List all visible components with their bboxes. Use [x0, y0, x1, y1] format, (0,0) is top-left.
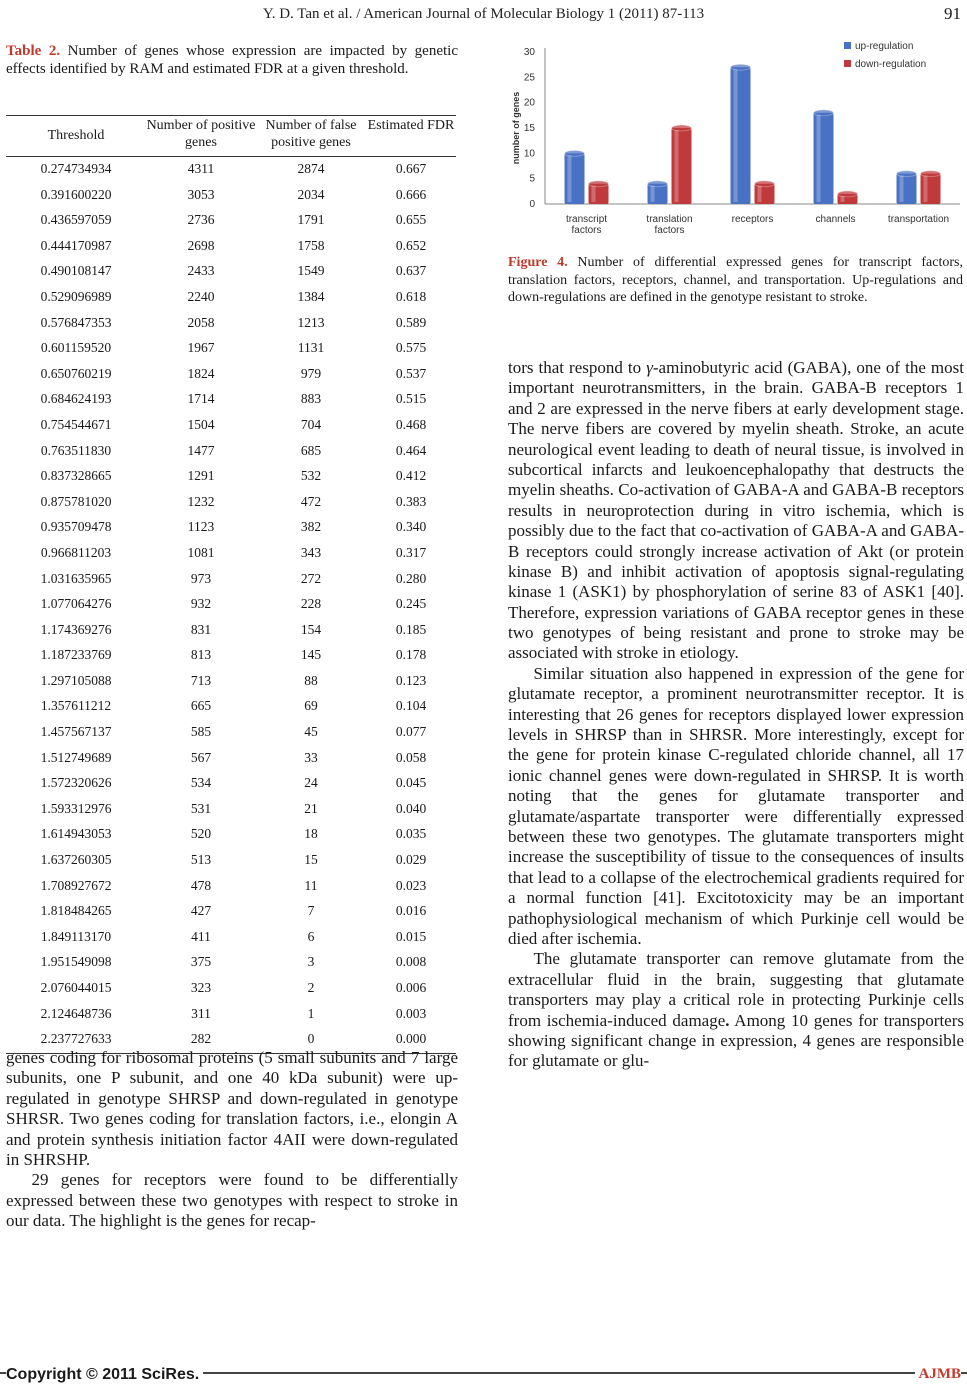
cell-fdr: 0.589: [395, 314, 427, 330]
cell-fdr: 0.040: [395, 800, 427, 816]
cell-false-positive: 69: [304, 698, 318, 714]
cell-false-positive: 2874: [297, 161, 325, 176]
cell-false-positive: 2: [307, 980, 315, 995]
cell-threshold: 0.763511830: [40, 442, 112, 458]
cell-fdr: 0.016: [395, 903, 427, 919]
cell-false-positive: 343: [300, 544, 322, 560]
cell-false-positive: 704: [300, 416, 322, 432]
cell-false-positive: 272: [300, 570, 322, 586]
paragraph-rest: -aminobutyric acid (GABA), one of the most important neurotransmitters, in the brain. GABA-B receptors 1 and 2 are expressed in the nerve fibers at early development stage. The nerve fibers are covered by myelin sheath. Stroke, an acute neurological event leading to death of neural tissue, is involved in subcortical infarcts and leukoencephalopathy that destructs the myelin sheaths. Co-activation of GABA-A and GABA-B receptors results in neuroprotection during in vitro ischemia, which is possibly due to the fact that co-activation of GABA-A and GABA-B receptors could strongly increase activation of Akt (or protein kinase B) and inhibit activation of apoptosis signal-regulating kinase 1 (ASK1) by phosphorylation of serine 83 of ASK1 [40]. Therefore, expression variations of GABA receptor genes in these two genotypes of being resistant and prone to stroke may be associated with stroke in etiology.: [508, 358, 964, 663]
col-header-false-positive: Number of false positive genes: [265, 118, 357, 150]
legend-swatch-up-regulation: [844, 42, 851, 49]
figure-caption-text: Number of differential expressed genes for transcript factors, translation factors, receptors, channel, and transportation. Up-regulations and down-regulations are defined in the genotype resistant to stroke.: [508, 255, 963, 305]
cell-positive: 1232: [187, 493, 215, 509]
cell-fdr: 0.058: [395, 749, 427, 765]
cell-threshold: 2.124648736: [40, 1005, 112, 1021]
table-row: [6, 285, 456, 311]
cell-false-positive: 979: [300, 365, 322, 381]
cell-positive: 567: [190, 749, 212, 765]
cell-fdr: 0.652: [395, 237, 427, 253]
cell-false-positive: 1384: [297, 288, 325, 304]
table-row: [6, 720, 456, 746]
cell-fdr: 0.008: [395, 954, 427, 970]
table-row: [6, 439, 456, 465]
cell-fdr: 0.029: [395, 852, 427, 868]
table-row: [6, 234, 456, 260]
paragraph: [508, 949, 964, 1071]
cell-threshold: 1.572320626: [40, 775, 112, 791]
legend-label: up-regulation: [855, 41, 914, 52]
cell-positive: 2736: [187, 212, 215, 228]
cell-positive: 323: [190, 980, 212, 995]
cell-fdr: 0.045: [395, 775, 427, 791]
cell-false-positive: 1131: [297, 340, 325, 356]
cell-positive: 831: [190, 621, 212, 637]
cell-fdr: 0.618: [395, 288, 427, 304]
table-row: [6, 362, 456, 388]
table-label: Table 2.: [6, 43, 61, 59]
cell-threshold: 0.601159520: [40, 340, 112, 356]
cell-fdr: 0.035: [395, 826, 427, 842]
cell-fdr: 0.245: [395, 596, 427, 612]
cell-positive: 1824: [187, 365, 215, 381]
page-number: 91: [944, 4, 961, 23]
cell-false-positive: 1: [307, 1005, 315, 1021]
cell-false-positive: 145: [300, 647, 322, 663]
running-header: [0, 6, 967, 23]
bar-highlight: [651, 186, 655, 202]
table-row: [6, 336, 456, 362]
table-row: [6, 592, 456, 618]
table-row: [6, 950, 456, 976]
table-caption-text: Number of genes whose expression are impacted by genetic effects identified by RAM and estimated FDR at a given threshold.: [6, 43, 458, 77]
cell-threshold: 1.512749689: [40, 749, 112, 765]
cell-positive: 534: [190, 775, 212, 791]
bar-highlight: [817, 115, 821, 202]
bold-period: .: [725, 1010, 730, 1030]
running-header-text: Y. D. Tan et al. / American Journal of Molecular Biology 1 (2011) 87-113: [262, 6, 705, 22]
bar-highlight: [592, 186, 596, 202]
cell-fdr: 0.340: [395, 519, 427, 535]
table-row: [6, 157, 456, 183]
cell-fdr: 0.655: [395, 212, 427, 228]
table-row: [6, 874, 456, 900]
col-header-threshold: Threshold: [47, 128, 105, 143]
cell-threshold: 0.576847353: [40, 314, 112, 330]
cell-threshold: 1.818484265: [40, 903, 112, 919]
table-row: [6, 925, 456, 951]
table-row: [6, 797, 456, 823]
cell-fdr: 0.280: [395, 570, 427, 586]
cell-positive: 932: [190, 596, 212, 612]
gamma-symbol: γ: [646, 358, 653, 377]
cell-fdr: 0.123: [395, 672, 427, 688]
cell-positive: 973: [190, 570, 212, 586]
cell-threshold: 0.875781020: [40, 493, 112, 509]
cell-positive: 411: [191, 928, 211, 944]
cell-false-positive: 24: [304, 775, 318, 791]
cell-fdr: 0.412: [395, 468, 427, 484]
cell-fdr: 0.637: [395, 263, 427, 279]
legend-label: down-regulation: [855, 59, 927, 70]
cell-threshold: 1.174369276: [40, 621, 112, 637]
cell-positive: 2240: [187, 288, 215, 304]
cell-positive: 2698: [187, 237, 215, 253]
cell-false-positive: 2034: [297, 186, 325, 202]
cell-positive: 2058: [187, 314, 215, 330]
cell-threshold: 1.031635965: [40, 570, 112, 586]
cell-fdr: 0.015: [395, 928, 427, 944]
cell-positive: 665: [190, 698, 212, 714]
cell-fdr: 0.003: [395, 1005, 427, 1021]
cell-threshold: 2.237727633: [40, 1031, 112, 1047]
bar-highlight: [568, 155, 572, 202]
cell-threshold: 0.391600220: [40, 186, 112, 202]
table-row: [6, 464, 456, 490]
table-caption: [6, 42, 458, 78]
y-tick-label: 20: [523, 97, 535, 109]
x-tick-label: channels: [815, 214, 856, 225]
cell-threshold: 0.966811203: [40, 544, 112, 560]
table-row: [6, 490, 456, 516]
paragraph-rest: Among 10 genes for transporters showing significant change in expression, 4 genes are responsible for glutamate or glu-: [508, 1010, 964, 1071]
table-row: [6, 259, 456, 285]
cell-threshold: 0.274734934: [40, 161, 112, 176]
bar-highlight: [734, 69, 738, 202]
cell-false-positive: 15: [304, 852, 318, 868]
cell-positive: 1714: [187, 391, 215, 407]
table-body: [6, 157, 456, 1053]
cell-false-positive: 154: [300, 621, 322, 637]
cell-false-positive: 1791: [297, 212, 325, 228]
cell-false-positive: 6: [307, 928, 315, 944]
cell-positive: 1504: [187, 416, 215, 432]
cell-false-positive: 7: [307, 903, 315, 919]
y-tick-label: 25: [523, 72, 535, 84]
data-table: [6, 115, 456, 1054]
cell-positive: 713: [190, 672, 212, 688]
x-tick-label: receptors: [731, 214, 774, 225]
cell-false-positive: 11: [304, 877, 318, 893]
cell-threshold: 0.529096989: [40, 288, 112, 304]
y-axis-label: number of genes: [511, 91, 521, 165]
left-column-text: [6, 1048, 458, 1232]
legend-swatch-down-regulation: [844, 60, 851, 67]
paragraph: 29 genes for receptors were found to be differentially expressed between these two genotypes with respect to stroke in our data. The highlight is the genes for recap-: [6, 1170, 458, 1231]
cell-threshold: 1.849113170: [40, 928, 112, 944]
cell-threshold: 1.187233769: [40, 647, 112, 663]
cell-positive: 1123: [187, 519, 215, 535]
col-header-fdr: Estimated FDR: [367, 118, 455, 133]
cell-fdr: 0.383: [395, 493, 427, 509]
table-row: [6, 567, 456, 593]
y-tick-label: 0: [529, 199, 535, 210]
bar-highlight: [900, 176, 904, 202]
table-row: [6, 643, 456, 669]
cell-threshold: 0.684624193: [40, 391, 112, 407]
table-row: [6, 618, 456, 644]
cell-threshold: 1.708927672: [40, 877, 112, 893]
cell-positive: 513: [190, 852, 212, 868]
table-row: [6, 694, 456, 720]
cell-fdr: 0.317: [395, 544, 427, 560]
table-row: [6, 183, 456, 209]
cell-positive: 1477: [187, 442, 215, 458]
table-row: [6, 208, 456, 234]
table-row: [6, 669, 456, 695]
cell-fdr: 0.178: [395, 647, 427, 663]
table-row: [6, 413, 456, 439]
cell-threshold: 0.444170987: [40, 237, 112, 253]
paragraph: Similar situation also happened in expression of the gene for glutamate receptor, a prominent neurotransmitter receptor. It is interesting that 26 genes for receptors displayed lower expression levels in SHRSP than in SHRSR. More interestingly, except for the gene for protein kinase C-regulated chloride channel, all 17 ionic channel genes were down-regulated in SHRSP. It is worth noting that the genes for glutamate transporter and glutamate/aspartate transporter were differentially expressed between these two genotypes. The glutamate transporters might increase the susceptibility of tissue to the consequences of insults that lead to a collapse of the electrochemical gradients required for a normal function [41]. Excitotoxicity may be an important pathophysiological mechanism of which Purkinje cell would be died after ischemia.: [508, 663, 964, 948]
cell-fdr: 0.104: [395, 698, 427, 714]
cell-fdr: 0.023: [395, 877, 427, 893]
cell-false-positive: 228: [300, 596, 322, 612]
cell-positive: 427: [190, 903, 212, 919]
table-header: [6, 116, 456, 156]
cell-threshold: 0.935709478: [40, 519, 112, 535]
col-header-positive: Number of positive genes: [146, 118, 256, 150]
cell-false-positive: 21: [304, 800, 318, 816]
x-tick-label: transcript: [565, 214, 608, 225]
cell-threshold: 1.951549098: [40, 954, 112, 970]
y-tick-label: 15: [523, 123, 535, 134]
cell-threshold: 1.614943053: [40, 826, 112, 842]
cell-positive: 478: [190, 877, 212, 893]
table-row: [6, 515, 456, 541]
cell-threshold: 0.650760219: [40, 365, 112, 381]
paragraph-start: tors that respond to: [508, 358, 647, 377]
cell-false-positive: 45: [304, 724, 318, 740]
cell-fdr: 0.666: [395, 186, 427, 202]
cell-threshold: 1.297105088: [40, 672, 112, 688]
cell-threshold: 1.593312976: [40, 800, 112, 816]
table-row: [6, 1002, 456, 1028]
cell-threshold: 0.436597059: [40, 212, 112, 228]
cell-false-positive: 88: [304, 672, 318, 688]
cell-fdr: 0.077: [395, 724, 427, 740]
table-row: [6, 746, 456, 772]
cell-false-positive: 532: [300, 468, 322, 484]
cell-fdr: 0.000: [395, 1031, 427, 1047]
cell-fdr: 0.185: [395, 621, 427, 637]
right-column-text: [508, 358, 964, 1072]
cell-positive: 1081: [187, 544, 215, 560]
bar-highlight: [675, 130, 679, 202]
cell-fdr: 0.006: [395, 980, 427, 995]
cell-threshold: 0.490108147: [40, 263, 112, 279]
table-row: [6, 899, 456, 925]
paragraph-start: The glutamate transporter can remove glutamate from the extracellular fluid in the brain, suggesting that glutamate transporters may play a critical role in protecting Purkinje cells from ischemia-induced damage: [508, 949, 964, 1030]
cell-positive: 375: [190, 954, 212, 970]
table-row: [6, 822, 456, 848]
table-row: [6, 771, 456, 797]
x-tick-label: transportation: [887, 214, 950, 225]
cell-false-positive: 472: [300, 493, 322, 509]
paragraph: [508, 358, 964, 664]
y-tick-label: 10: [523, 148, 535, 160]
cell-false-positive: 3: [307, 954, 315, 970]
paragraph: genes coding for ribosomal proteins (5 small subunits and 7 large subunits, one P subunit, and one 40 kDa subunit) were up-regulated in genotype SHRSP and down-regulated in genotype SHRSR. Two genes coding for translation factors, i.e., elongin A and protein synthesis initiation factor 4AII were down-regulated in SHRSHP.: [6, 1048, 458, 1169]
bar-highlight: [841, 196, 845, 202]
bar-highlight: [924, 176, 928, 202]
cell-false-positive: 1758: [297, 237, 325, 253]
cell-positive: 585: [190, 724, 212, 740]
cell-fdr: 0.575: [395, 340, 427, 356]
cell-fdr: 0.667: [395, 161, 427, 176]
cell-positive: 3053: [187, 186, 215, 202]
figure-caption: [508, 254, 963, 307]
cell-false-positive: 1213: [297, 314, 325, 330]
cell-threshold: 1.457567137: [40, 724, 112, 740]
cell-false-positive: 685: [300, 442, 322, 458]
journal-abbrev: AJMB: [915, 1366, 962, 1383]
cell-positive: 282: [190, 1031, 212, 1047]
figure-label: Figure 4.: [508, 255, 568, 270]
cell-threshold: 0.837328665: [40, 468, 112, 484]
cell-positive: 531: [190, 800, 212, 816]
x-tick-label: factors: [654, 225, 685, 236]
cell-positive: 2433: [187, 263, 215, 279]
cell-false-positive: 18: [304, 826, 318, 842]
cell-fdr: 0.464: [395, 442, 427, 458]
cell-threshold: 1.637260305: [40, 852, 112, 868]
y-tick-label: 5: [529, 173, 535, 185]
table-row: [6, 541, 456, 567]
cell-threshold: 0.754544671: [40, 416, 112, 432]
cell-positive: 1967: [187, 340, 215, 356]
cell-threshold: 1.357611212: [40, 698, 112, 714]
cell-threshold: 2.076044015: [40, 980, 112, 995]
cell-threshold: 1.077064276: [40, 596, 112, 612]
cell-positive: 520: [190, 826, 212, 842]
cell-fdr: 0.537: [395, 365, 427, 381]
bar-chart: [505, 36, 967, 246]
cell-false-positive: 0: [307, 1031, 315, 1047]
y-tick-label: 30: [523, 47, 535, 58]
x-tick-label: translation: [646, 214, 693, 225]
table-row: [6, 976, 456, 1002]
table-row: [6, 311, 456, 337]
cell-positive: 1291: [187, 468, 215, 484]
cell-positive: 311: [191, 1005, 211, 1021]
x-tick-label: factors: [571, 225, 602, 236]
cell-false-positive: 883: [300, 391, 322, 407]
cell-positive: 813: [190, 647, 212, 663]
cell-false-positive: 382: [300, 519, 322, 535]
cell-positive: 4311: [187, 161, 215, 176]
copyright: Copyright © 2011 SciRes.: [6, 1366, 203, 1384]
cell-false-positive: 1549: [297, 263, 325, 279]
cell-fdr: 0.468: [395, 416, 427, 432]
cell-false-positive: 33: [304, 749, 318, 765]
table-row: [6, 848, 456, 874]
cell-fdr: 0.515: [395, 391, 427, 407]
table-row: [6, 387, 456, 413]
bar-highlight: [758, 186, 762, 202]
